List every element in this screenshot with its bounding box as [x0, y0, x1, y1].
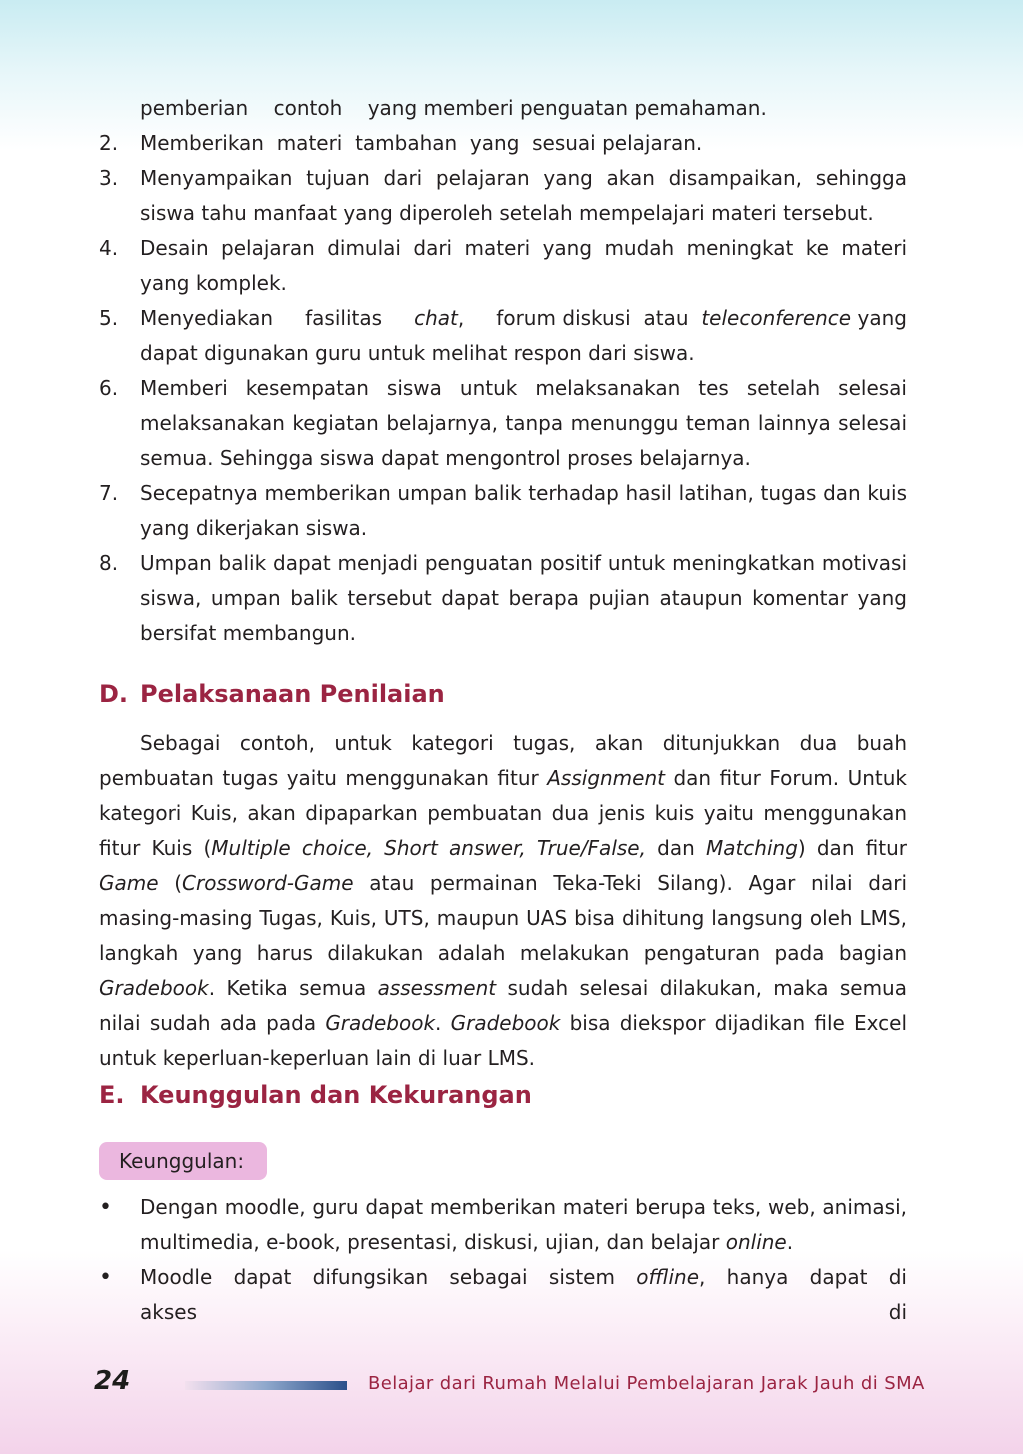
list-item: [99, 161, 907, 231]
bullet-item: [99, 1260, 920, 1330]
italic-term: assessment: [377, 976, 497, 1000]
list-item: [99, 126, 907, 161]
italic-term: Game: [99, 871, 159, 895]
list-number: 8.: [99, 551, 119, 575]
footer-book-title: Belajar dari Rumah Melalui Pembelajaran Jarak Jauh di SMA: [368, 1373, 925, 1394]
list-number: 4.: [99, 236, 119, 260]
bullet-text-part: , hanya dapat di akses di: [140, 1265, 920, 1324]
list-number: 5.: [99, 306, 119, 330]
bullet-icon: •: [99, 1265, 112, 1290]
bullet-item: [99, 1190, 907, 1260]
bullet-text-part: Moodle dapat difungsikan sebagai sistem: [140, 1265, 637, 1289]
list-text: Memberi kesempatan siswa untuk melaksanakan tes setelah selesai melaksanakan kegiatan belajarnya, tanpa menunggu teman lainnya selesai semua. Sehingga siswa dapat mengontrol proses belajarnya.: [140, 376, 907, 470]
section-d-paragraph: [99, 726, 907, 1076]
section-letter: E.: [99, 1081, 125, 1109]
list-text-part: , forum diskusi atau: [457, 306, 702, 330]
bullet-text-part: .: [786, 1230, 794, 1254]
section-letter: D.: [99, 680, 129, 708]
paragraph-text: atau permainan Teka-Teki Silang). Agar nilai dari masing-masing Tugas, Kuis, UTS, maupun UAS bisa dihitung langsung oleh LMS, langkah yang harus dilakukan adalah melakukan pengaturan pada bagian: [99, 871, 907, 965]
italic-term: Crossword-Game: [182, 871, 354, 895]
bullet-text-part: Dengan moodle, guru dapat memberikan materi berupa teks, web, animasi, multimedia, e-book, presentasi, diskusi, ujian, dan belajar: [140, 1195, 907, 1254]
list-number: 2.: [99, 131, 119, 155]
italic-term: Matching: [705, 836, 798, 860]
paragraph-text: sudah selesai dilakukan, maka semua nilai sudah ada pada: [99, 976, 907, 1035]
page-number: 24: [94, 1366, 131, 1396]
list-item: [99, 476, 907, 546]
list-item-continuation: pemberian contoh yang memberi penguatan pemahaman.: [140, 96, 767, 120]
italic-term: chat: [414, 306, 458, 330]
list-item: [99, 371, 907, 476]
paragraph-text: (: [158, 871, 183, 895]
italic-term: offline: [636, 1265, 700, 1289]
list-text: [140, 301, 907, 371]
italic-term: online: [725, 1230, 787, 1254]
bullet-text: [140, 1190, 907, 1260]
italic-term: teleconference: [701, 306, 852, 330]
section-title: Keunggulan dan Kekurangan: [140, 1081, 532, 1109]
list-text: Desain pelajaran dimulai dari materi yang mudah meningkat ke materi yang komplek.: [140, 236, 907, 295]
paragraph-text: . Ketika semua: [208, 976, 378, 1000]
paragraph-text: dan: [645, 836, 706, 860]
list-item: [99, 231, 907, 301]
list-number: 3.: [99, 166, 119, 190]
italic-term: Gradebook: [450, 1011, 561, 1035]
paragraph-text: dan fitur Forum. Untuk kategori Kuis, akan dipaparkan pembuatan dua jenis kuis yaitu menggunakan fitur Kuis (: [99, 766, 908, 860]
list-item: [99, 301, 907, 371]
list-text: Memberikan materi tambahan yang sesuai pelajaran.: [140, 131, 703, 155]
bullet-icon: •: [99, 1195, 112, 1220]
list-text: Menyampaikan tujuan dari pelajaran yang akan disampaikan, sehingga siswa tahu manfaat yang diperoleh setelah mempelajari materi tersebut.: [140, 166, 907, 225]
list-text-part: yang dapat digunakan guru untuk melihat respon dari siswa.: [140, 306, 907, 365]
list-number: 7.: [99, 481, 119, 505]
italic-term: Multiple choice, Short answer, True/False,: [211, 836, 646, 860]
keunggulan-badge: Keunggulan:: [99, 1142, 267, 1180]
list-text: Secepatnya memberikan umpan balik terhadap hasil latihan, tugas dan kuis yang dikerjakan siswa.: [140, 481, 907, 540]
list-number: 6.: [99, 376, 119, 400]
list-text: Umpan balik dapat menjadi penguatan positif untuk meningkatkan motivasi siswa, umpan balik tersebut dapat berapa pujian ataupun komentar yang bersifat membangun.: [140, 551, 907, 645]
bullet-text: [140, 1260, 920, 1330]
italic-term: Gradebook: [325, 1011, 436, 1035]
italic-term: Assignment: [547, 766, 665, 790]
paragraph-text: bisa diekspor dijadikan file Excel untuk keperluan-keperluan lain di luar LMS.: [99, 1011, 907, 1070]
paragraph-text: ) dan fitur: [797, 836, 908, 860]
paragraph-text: Sebagai contoh, untuk kategori tugas, akan ditunjukkan dua buah pembuatan tugas yaitu menggunakan fitur: [99, 731, 907, 790]
section-title: Pelaksanaan Penilaian: [140, 680, 445, 708]
footer-gradient-bar: [185, 1381, 347, 1390]
list-item: [99, 546, 907, 651]
italic-term: Gradebook: [99, 976, 209, 1000]
paragraph-text: .: [435, 1011, 451, 1035]
list-text-part: Menyediakan fasilitas: [140, 306, 415, 330]
